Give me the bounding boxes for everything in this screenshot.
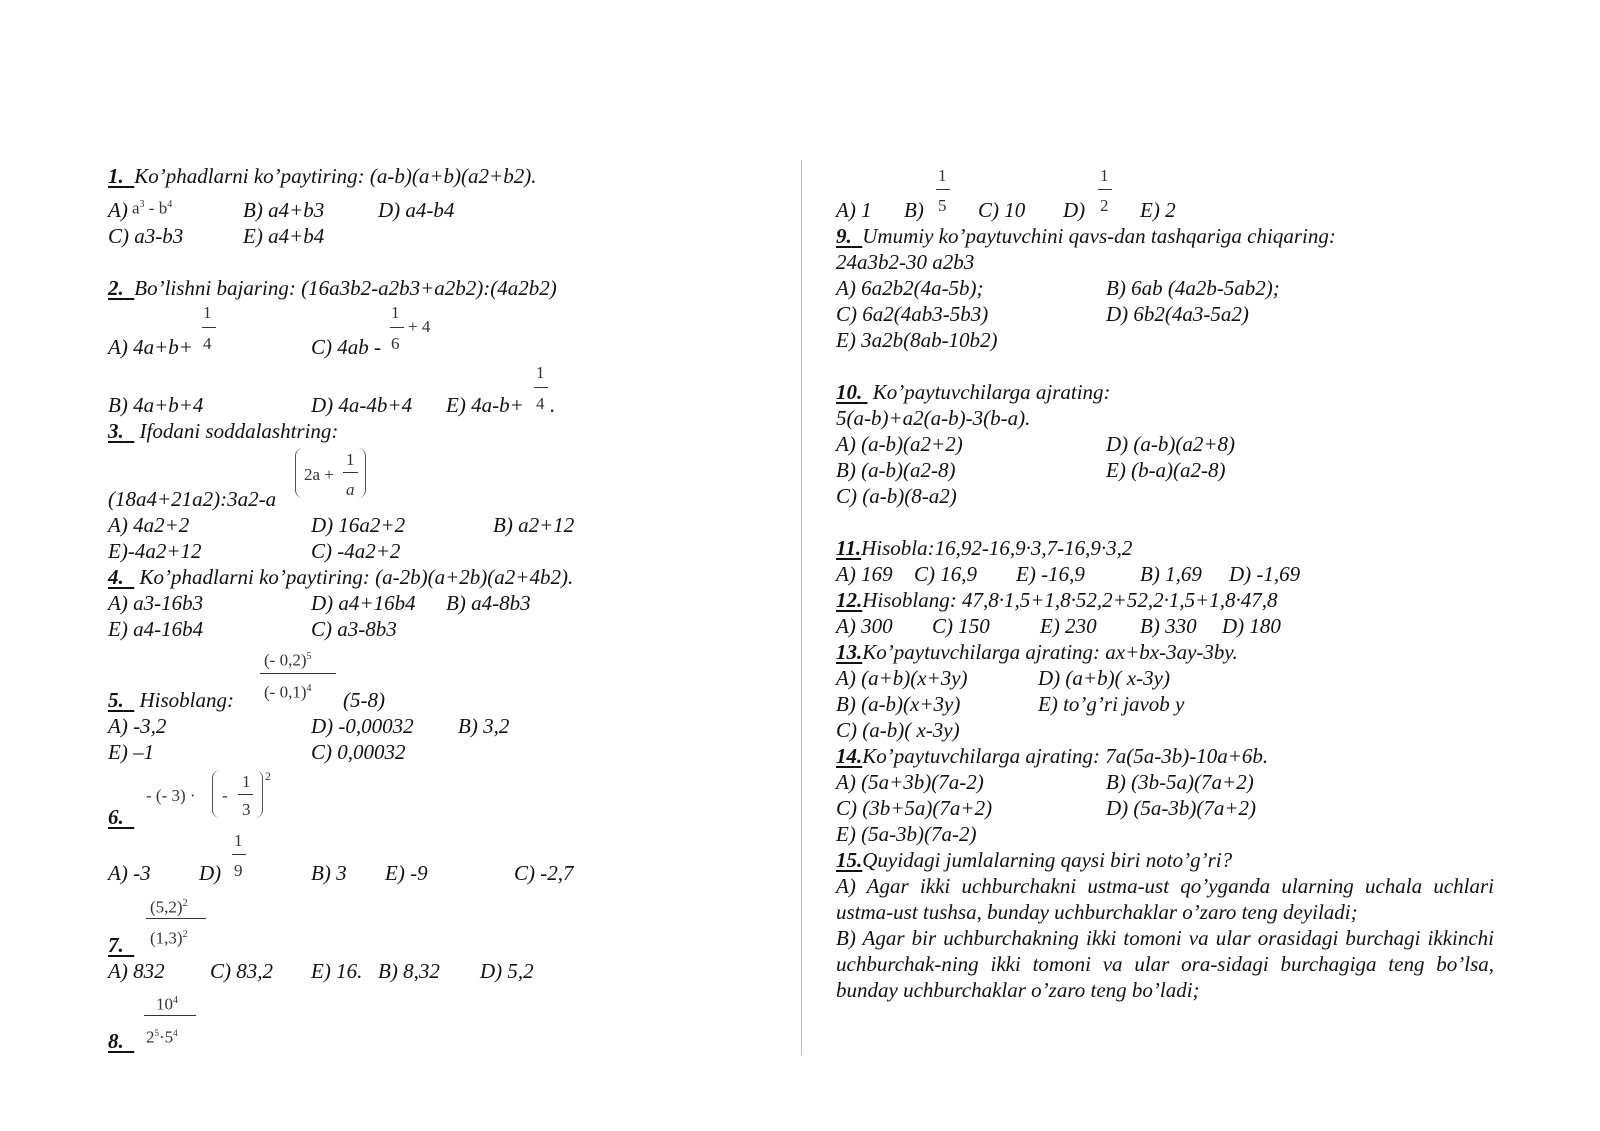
option-a: A) (a+b)(x+3y) [836,666,968,690]
option-a: A) (a-b)(a2+2) [836,432,963,456]
option-c: C) 10 [978,198,1026,222]
fraction-numerator: 1 [203,303,212,322]
question-15: 15.Quyidagi jumlalarning qaysi biri noto’g’ri? [836,848,1233,872]
fraction-numerator: $(5,2)^2$ [150,897,188,917]
option-a: A) (5a+3b)(7a-2) [836,770,984,794]
option-b: B) 6ab (4a2b-5ab2); [1106,276,1280,300]
option-e: E) -16,9 [1016,562,1085,586]
question-7: 7. [108,933,124,957]
option-e: E)-4a2+12 [108,539,202,563]
expression: (18a4+21a2):3a2-a [108,487,277,511]
column-divider [801,160,802,1055]
option-a: A) 6a2b2(4a-5b); [836,276,984,300]
option-a: A) 4a2+2 [108,513,190,537]
option-d: D) -1,69 [1229,562,1301,586]
option-b: B) a2+12 [493,513,575,537]
expression: 5(a-b)+a2(a-b)-3(b-a). [836,406,1031,430]
option-a: A) a3-16b3 [108,591,204,615]
option-c: C) -2,7 [514,861,574,885]
question-11: 11.Hisobla:16,92-16,9·3,7-16,9·3,2 [836,536,1133,560]
option-e: E) to’g’ri javob y [1038,692,1185,716]
option-b: B) (a-b)(x+3y) [836,692,961,716]
option-c: C) a3-b3 [108,224,184,248]
option-c: C) (a-b)( x-3y) [836,718,960,742]
option-a: A) Agar ikki uchburchakni ustma-ust qo’yganda ularning uchala uchlari ustma-ust tushsa, bunday uchburchaklar o’zaro teng deyiladi; [836,874,1494,924]
option-d: D) 5,2 [480,959,534,983]
option-e: E) (b-a)(a2-8) [1106,458,1226,482]
option-a: A) 4a+b+ [108,335,193,359]
option-e: E) a4-16b4 [108,617,204,641]
question-3: 3. Ifodani soddalashtring: [108,419,339,443]
option-d: D) [199,861,222,885]
option-b: B) 4a+b+4 [108,393,204,417]
option-a: A) -3 [108,861,151,885]
question-text: Ko’phadlarni ko’paytiring: (a-b)(a+b)(a2+b2). [134,164,537,188]
expression: - (- 3) · [146,786,196,805]
option-b: B) (a-b)(a2-8) [836,458,956,482]
option-d: D) a4+16b4 [311,591,416,615]
option-e: E) 2 [1140,198,1176,222]
option-a: A) -3,2 [108,714,167,738]
option-a: A) 1 [836,198,872,222]
fraction-denominator: $(1,3)^2$ [150,928,188,948]
option-e: E) 16. [311,959,363,983]
option-e: E) 3a2b(8ab-10b2) [836,328,998,352]
fraction-numerator: $10^4$ [156,994,178,1014]
question-6: 6. [108,805,124,829]
option-e: E) -9 [385,861,428,885]
fraction-denominator: $2^5\cdot 5^4$ [146,1027,178,1047]
option-e: E) 4a-b+ [446,393,524,417]
question-2: 2. Bo’lishni bajaring: (16a3b2-a2b3+a2b2):(4a2b2) [108,276,557,300]
option-c: C) (a-b)(8-a2) [836,484,957,508]
option-c: C) 6a2(4ab3-5b3) [836,302,989,326]
option-d: D) 6b2(4a3-5a2) [1106,302,1249,326]
option-c: C) -4a2+2 [311,539,401,563]
option-d: D) 16a2+2 [311,513,406,537]
formula-a3-b4: $a^3 - b^4$ [132,198,173,218]
option-e: E) 230 [1040,614,1097,638]
fraction-denominator: (- 0,1)$^4$ [264,682,312,702]
option-b: B) 3,2 [458,714,510,738]
question-10: 10. Ko’paytuvchilarga ajrating: [836,380,1111,404]
option-b: B) a4-8b3 [446,591,531,615]
option-a: A) [108,198,128,222]
question-13: 13.Ko’paytuvchilarga ajrating: ax+bx-3ay-3by. [836,640,1238,664]
question-14: 14.Ko’paytuvchilarga ajrating: 7a(5a-3b)-10a+6b. [836,744,1269,768]
fraction-numerator: (- 0,2)$^5$ [264,650,312,670]
option-b: B) (3b-5a)(7a+2) [1106,770,1254,794]
option-d: D) (a-b)(a2+8) [1106,432,1236,456]
option-b: B) 330 [1140,614,1197,638]
option-c: C) (3b+5a)(7a+2) [836,796,993,820]
question-5: 5. Hisoblang: [108,688,234,712]
option-c: C) 16,9 [914,562,977,586]
option-b: B) 3 [311,861,347,885]
fraction-denominator: 4 [203,334,212,353]
option-c: C) 4ab - [311,335,381,359]
option-c: C) 150 [932,614,990,638]
option-c: C) 0,00032 [311,740,406,764]
question-8: 8. [108,1029,124,1053]
option-e: E) (5a-3b)(7a-2) [836,822,977,846]
option-a: A) 169 [836,562,893,586]
question-9: 9. Umumiy ko’paytuvchini qavs-dan tashqariga chiqaring: [836,224,1336,248]
option-b: B) Agar bir uchburchakning ikki tomoni va ular orasidagi burchagi ikkinchi uchburchak-ning ikki tomoni va ular ora-sidagi burchagiga teng bo’lsa, bunday uchburchaklar o’zaro teng bo’ladi; [836,926,1494,1002]
fraction-bar [202,327,216,328]
option-a: A) 832 [108,959,165,983]
question-4: 4. Ko’phadlarni ko’paytiring: (a-2b)(a+2b)(a2+4b2). [108,565,574,589]
option-d: D) 180 [1222,614,1281,638]
option-a: A) 300 [836,614,893,638]
question-1 [108,164,536,188]
question-number: 1. [108,164,124,188]
option-e: E) a4+b4 [243,224,325,248]
question-12: 12.Hisoblang: 47,8·1,5+1,8·52,2+52,2·1,5+1,8·47,8 [836,588,1278,612]
option-d: D) a4-b4 [378,198,455,222]
option-c: C) a3-8b3 [311,617,397,641]
option-d: D) -0,00032 [311,714,414,738]
option-d: D) [1063,198,1086,222]
option-d: D) (5a-3b)(7a+2) [1106,796,1257,820]
option-e: E) –1 [108,740,155,764]
option-b: B) a4+b3 [243,198,325,222]
option-b: B) [904,198,924,222]
option-d: D) 4a-4b+4 [311,393,413,417]
option-b: B) 8,32 [378,959,440,983]
option-d: D) (a+b)( x-3y) [1038,666,1170,690]
option-c: C) 83,2 [210,959,273,983]
option-b: B) 1,69 [1140,562,1202,586]
expression: 24a3b2-30 a2b3 [836,250,975,274]
